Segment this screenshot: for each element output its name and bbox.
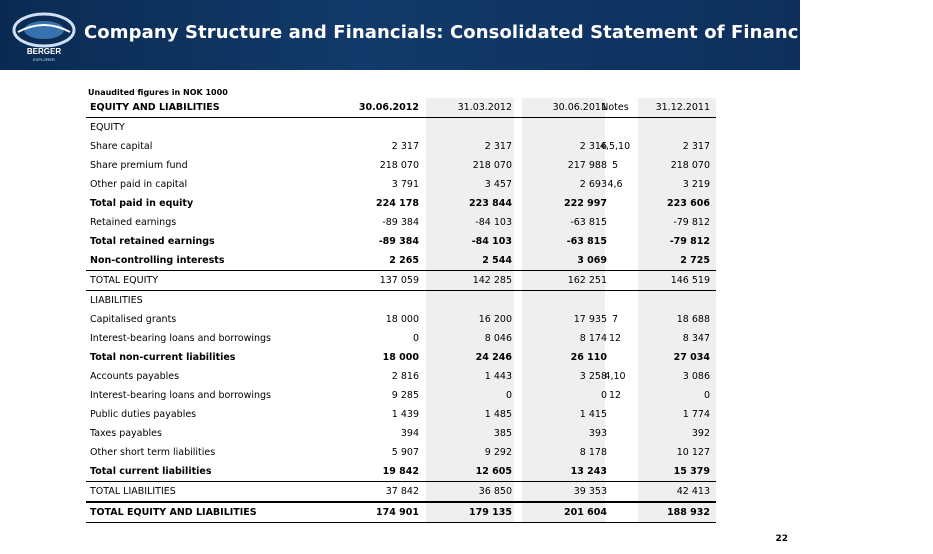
table-row: [86, 310, 716, 329]
table-cell: 2 725: [680, 255, 710, 266]
table-cell: 16 200: [478, 314, 512, 325]
table-cell: 223 606: [667, 198, 710, 209]
table-cell: 2 265: [389, 255, 419, 266]
table-cell: 224 178: [376, 198, 419, 209]
table-cell: 8 046: [484, 333, 512, 344]
column-header: Notes: [601, 102, 629, 113]
table-cell: 26 110: [570, 352, 607, 363]
row-label: Other short term liabilities: [90, 447, 216, 458]
row-label: Retained earnings: [90, 217, 177, 228]
table-cell: 385: [493, 428, 512, 439]
table-cell: 12: [608, 333, 622, 344]
table-cell: 201 604: [564, 507, 607, 518]
row-label: EQUITY: [90, 122, 125, 133]
row-label: Total non-current liabilities: [90, 352, 236, 363]
table-row: [86, 194, 716, 213]
table-row: [86, 329, 716, 348]
table-cell: 3 069: [577, 255, 607, 266]
row-label: Accounts payables: [90, 371, 180, 382]
row-label: Capitalised grants: [90, 314, 177, 325]
table-cell: 217 988: [567, 160, 607, 171]
table-cell: 0: [600, 390, 607, 401]
table-cell: 9 285: [391, 390, 419, 401]
page-title: Company Structure and Financials: Consolidated Statement of Financial Position II: [84, 22, 933, 43]
table-cell: 5 907: [391, 447, 419, 458]
row-label: Interest-bearing loans and borrowings: [90, 390, 272, 401]
table-cell: 13 243: [570, 466, 607, 477]
table-row: [86, 348, 716, 367]
table-row: [86, 271, 716, 290]
table-row: [86, 251, 716, 270]
table-cell: -63 815: [566, 236, 607, 247]
table-cell: 393: [588, 428, 607, 439]
table-cell: 39 353: [573, 486, 607, 497]
table-cell: 0: [703, 390, 710, 401]
table-cell: 218 070: [379, 160, 419, 171]
row-label: TOTAL EQUITY AND LIABILITIES: [90, 507, 257, 518]
table-cell: 5: [611, 160, 619, 171]
row-label: LIABILITIES: [90, 295, 143, 306]
table-row: [86, 213, 716, 232]
table-cell: 0: [412, 333, 419, 344]
table-cell: 1 415: [579, 409, 607, 420]
row-label: TOTAL EQUITY: [90, 275, 158, 286]
header-banner: [0, 0, 933, 70]
table-cell: 2 816: [391, 371, 419, 382]
table-cell: 2 317: [484, 141, 512, 152]
table-cell: 3 086: [682, 371, 710, 382]
table-cell: 142 285: [472, 275, 512, 286]
svg-text:BERGER: BERGER: [26, 47, 62, 56]
row-label: Total retained earnings: [90, 236, 215, 247]
company-logo-icon: [8, 10, 80, 64]
figures-note: Unaudited figures in NOK 1000: [88, 88, 228, 97]
table-cell: 222 997: [564, 198, 607, 209]
table-cell: 0: [505, 390, 512, 401]
table-cell: 3 219: [682, 179, 710, 190]
table-cell: 188 932: [667, 507, 710, 518]
table-cell: 218 070: [670, 160, 710, 171]
table-row: [86, 482, 716, 501]
table-row: [86, 386, 716, 405]
table-cell: 15 379: [673, 466, 710, 477]
table-cell: 18 000: [385, 314, 419, 325]
column-header: 31.12.2011: [655, 102, 710, 113]
table-cell: 3 258: [579, 371, 607, 382]
row-label: Total current liabilities: [90, 466, 212, 477]
table-cell: 2 317: [682, 141, 710, 152]
table-row: [86, 424, 716, 443]
row-label: Total paid in equity: [90, 198, 194, 209]
table-cell: 392: [691, 428, 710, 439]
table-cell: -84 103: [471, 236, 512, 247]
table-row: [86, 462, 716, 481]
table-cell: 42 413: [676, 486, 710, 497]
table-cell: -84 103: [475, 217, 512, 228]
table-cell: 218 070: [472, 160, 512, 171]
table-row: [86, 137, 716, 156]
table-cell: 19 842: [382, 466, 419, 477]
table-cell: 174 901: [376, 507, 419, 518]
table-cell: 18 688: [676, 314, 710, 325]
table-cell: 4,5,10: [599, 141, 631, 152]
row-label: Share capital: [90, 141, 153, 152]
table-cell: 2 316: [579, 141, 607, 152]
page-number: 22: [775, 534, 788, 544]
table-row: [86, 118, 716, 137]
table-cell: 223 844: [469, 198, 512, 209]
table-cell: 3 791: [391, 179, 419, 190]
table-cell: 27 034: [673, 352, 710, 363]
table-row: [86, 175, 716, 194]
table-cell: -63 815: [570, 217, 607, 228]
table-row: [86, 503, 716, 522]
table-cell: 137 059: [379, 275, 419, 286]
column-header: 31.03.2012: [457, 102, 512, 113]
table-cell: 9 292: [484, 447, 512, 458]
row-label: Share premium fund: [90, 160, 188, 171]
row-label: Interest-bearing loans and borrowings: [90, 333, 272, 344]
row-label: Taxes payables: [90, 428, 162, 439]
table-cell: 1 485: [484, 409, 512, 420]
table-cell: 1 774: [682, 409, 710, 420]
table-row: [86, 405, 716, 424]
table-cell: 12: [608, 390, 622, 401]
table-cell: 37 842: [385, 486, 419, 497]
table-cell: 36 850: [478, 486, 512, 497]
table-cell: 7: [611, 314, 619, 325]
financial-table: [86, 98, 716, 523]
table-cell: 1 439: [391, 409, 419, 420]
table-cell: 3 457: [484, 179, 512, 190]
row-label: Public duties payables: [90, 409, 197, 420]
table-row: [86, 443, 716, 462]
table-cell: 146 519: [670, 275, 710, 286]
table-row: [86, 291, 716, 310]
row-label: Other paid in capital: [90, 179, 188, 190]
table-row: [86, 156, 716, 175]
table-cell: -89 384: [378, 236, 419, 247]
column-header-label: EQUITY AND LIABILITIES: [90, 102, 220, 113]
row-label: Non-controlling interests: [90, 255, 225, 266]
table-cell: 394: [400, 428, 419, 439]
table-cell: -79 812: [673, 217, 710, 228]
table-cell: 8 178: [579, 447, 607, 458]
table-row: [86, 232, 716, 251]
table-cell: -79 812: [669, 236, 710, 247]
table-cell: 2 317: [391, 141, 419, 152]
row-label: TOTAL LIABILITIES: [90, 486, 176, 497]
table-cell: 12 605: [475, 466, 512, 477]
table-row: [86, 367, 716, 386]
table-cell: 24 246: [475, 352, 512, 363]
table-cell: 1 443: [484, 371, 512, 382]
column-header: 30.06.2011: [552, 102, 607, 113]
table-cell: 8 174: [579, 333, 607, 344]
svg-text:EXPLORER: EXPLORER: [33, 57, 55, 62]
table-cell: 2 693: [579, 179, 607, 190]
table-cell: 2 544: [482, 255, 512, 266]
table-cell: 8 347: [682, 333, 710, 344]
column-header: 30.06.2012: [358, 102, 419, 113]
table-cell: 179 135: [469, 507, 512, 518]
table-cell: 17 935: [573, 314, 607, 325]
table-cell: 162 251: [567, 275, 607, 286]
table-cell: 4,6: [607, 179, 623, 190]
divider: [86, 522, 716, 523]
table-cell: 4,10: [604, 371, 626, 382]
table-cell: 10 127: [676, 447, 710, 458]
table-header-row: [86, 98, 716, 117]
table-cell: -89 384: [382, 217, 419, 228]
table-cell: 18 000: [382, 352, 419, 363]
